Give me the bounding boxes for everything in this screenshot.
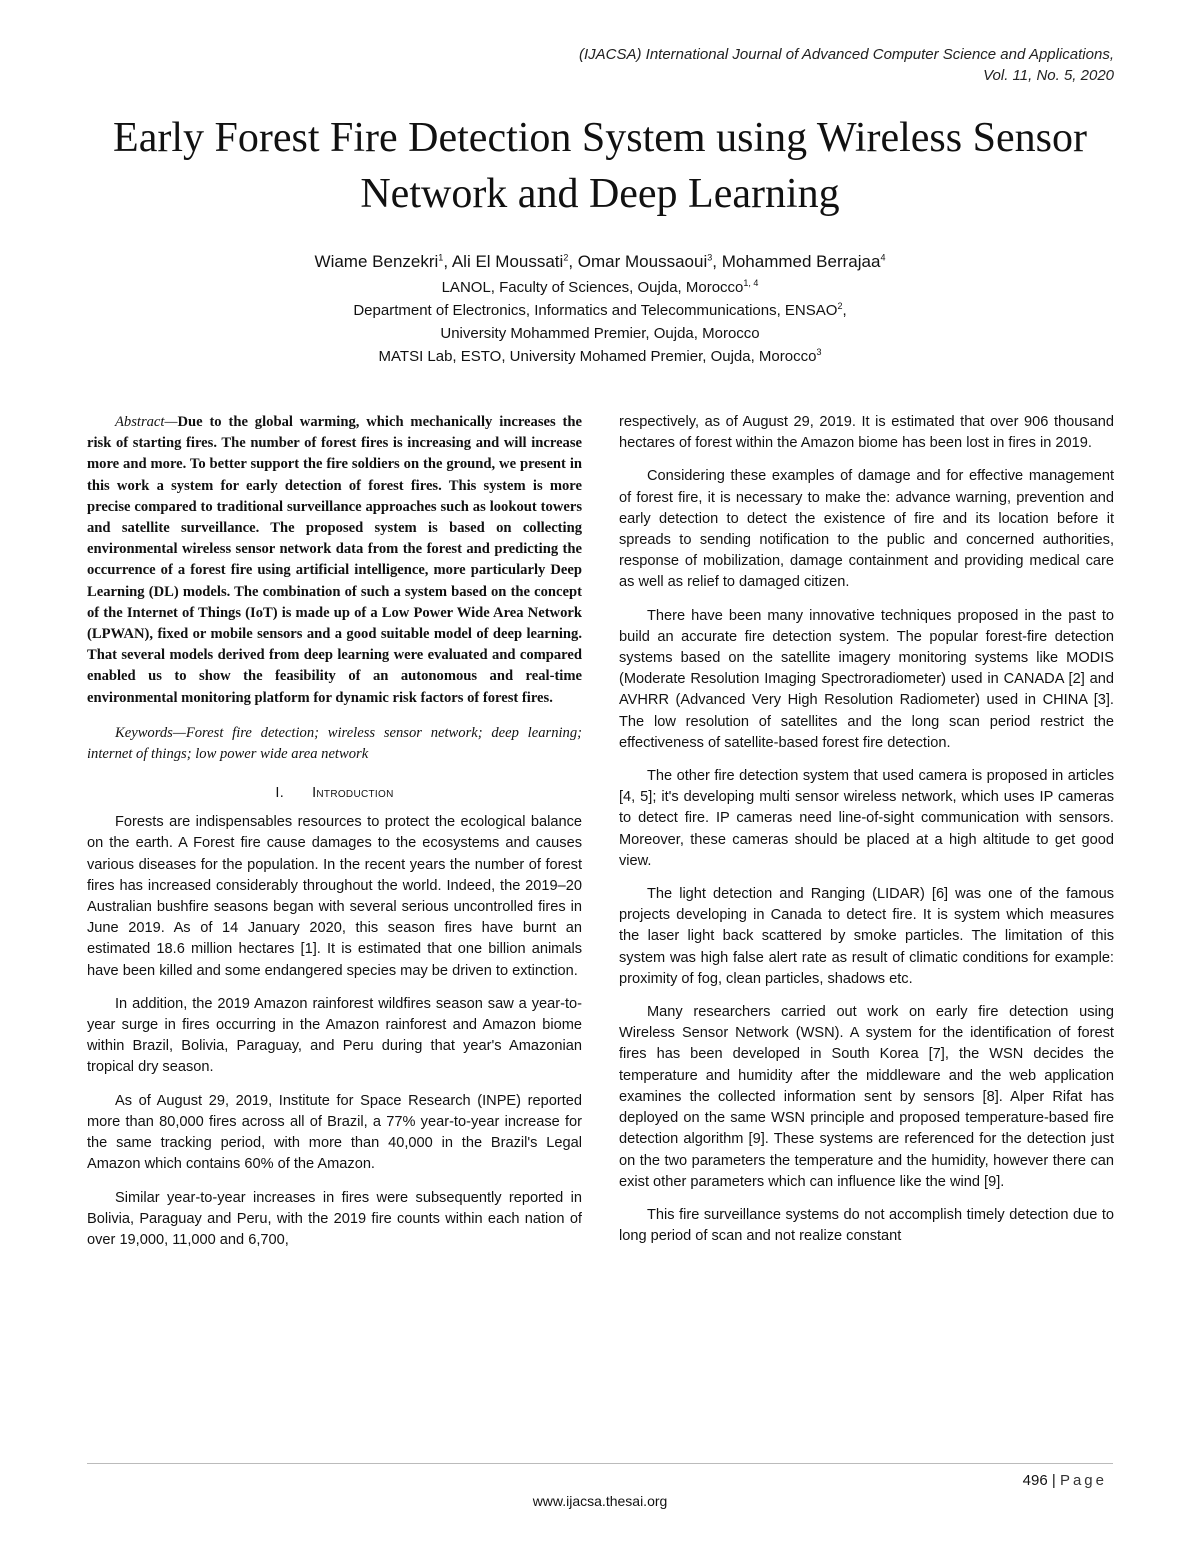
author-superscript: 2 — [563, 252, 569, 263]
body-paragraph: Similar year-to-year increases in fires were subsequently reported in Bolivia, Paraguay and Peru, with the 2019 fire counts within each nation of over 19,000, 11,000 and 6,700, — [87, 1189, 582, 1248]
body-paragraph: There have been many innovative techniques proposed in the past to build an accurate fire detection system. The popular forest-fire detection systems based on the satellite imagery monitoring systems like MODIS (Moderate Resolution Imaging Spectroradiometer) used in CANADA [2] and AVHRR (Advanced Very High Resolution Radiometer) used in CHINA [3]. The low resolution of satellites and the long scan period restrict the effectiveness of satellite-based forest fire detection. — [619, 607, 1114, 751]
affiliation-tail: , — [842, 302, 847, 319]
body-paragraph: Many researchers carried out work on early fire detection using Wireless Sensor Network (WSN). A system for the identification of forest fires has been developed in South Korea [7], the WSN decides the temperature and humidity after the middleware and the web application examines the collected information sent by sensors [8]. Alper Rifat has deployed on the same WSN principle and proposed temperature-based fire detection algorithm [9]. These systems are referenced for the detection just on the two parameters the temperature and the humidity, however there can exist other parameters which can influence like the wind [9]. — [619, 1004, 1114, 1190]
journal-volume: Vol. 11, No. 5, 2020 — [983, 67, 1114, 84]
affiliation-line — [0, 300, 1200, 322]
author-superscript: 3 — [707, 252, 713, 263]
body-paragraph: As of August 29, 2019, Institute for Space Research (INPE) reported more than 80,000 fires across all of Brazil, a 77% year-to-year increase for the same tracking period, with more than 40,000 in the Brazil's Legal Amazon which contains 60% of the Amazon. — [87, 1092, 582, 1173]
body-paragraph: In addition, the 2019 Amazon rainforest wildfires season saw a year-to-year surge in fires occurring in the Amazon rainforest and Amazon biome within Brazil, Bolivia, Paraguay, and Peru during that year's Amazonian tropical dry season. — [87, 995, 582, 1076]
right-column — [619, 412, 1114, 1259]
affiliation-text: MATSI Lab, ESTO, University Mohamed Premier, Oujda, Morocco — [378, 348, 817, 365]
paper-title: Early Forest Fire Detection System using Wireless Sensor Network and Deep Learning — [113, 115, 1087, 217]
abstract-text: Due to the global warming, which mechanically increases the risk of starting fires. The number of forest fires is increasing and will increase more and more. To better support the fire soldiers on the ground, we present in this work a system for early detection of forest fires. This system is more precise compared to traditional surveillance approaches such as lookout towers and satellite surveillance. The proposed system is based on collecting environmental wireless sensor network data from the forest and predicting the occurrence of a forest fire using artificial intelligence, more particularly Deep Learning (DL) models. The combination of such a system based on the concept of the Internet of Things (IoT) is made up of a Low Power Wide Area Network (LPWAN), fixed or mobile sensors and a good suitable model of deep learning. That several models derived from deep learning were evaluated and compared enabled us to show the feasibility of an autonomous and real-time environmental monitoring platform for dynamic risk factors of forest fires. — [87, 414, 582, 706]
affiliation-text: University Mohammed Premier, Oujda, Morocco — [440, 325, 760, 342]
affiliation-line — [0, 346, 1200, 368]
author-name: Ali El Moussati — [451, 252, 564, 271]
page-number-value: 496 — [1022, 1472, 1048, 1489]
footer-divider — [87, 1463, 1113, 1464]
journal-name: (IJACSA) International Journal of Advanced Computer Science and Applications, — [578, 46, 1114, 63]
body-paragraph-continuation: respectively, as of August 29, 2019. It is estimated that over 906 thousand hectares of forest within the Amazon biome has been lost in fires in 2019. — [619, 414, 1114, 452]
body-paragraph: Forests are indispensables resources to protect the ecological balance on the earth. A Forest fire cause damages to the ecosystems and causes various diseases for the population. In the recent years the number of forest fires has increased considerably throughout the world. Indeed, the 2019–20 Australian bushfire seasons began with several serious uncontrolled fires in June 2019. As of 14 January 2020, this season fires have burnt an estimated 18.6 million hectares [1]. It is estimated that one billion animals have been killed and some endangered species may be driven to extinction. — [87, 814, 582, 979]
affiliation-text: LANOL, Faculty of Sciences, Oujda, Morocco — [441, 279, 744, 296]
affiliation-superscript: 2 — [837, 301, 843, 311]
author-superscript: 4 — [880, 252, 886, 263]
section-heading — [87, 783, 582, 804]
page-number — [1023, 1472, 1107, 1489]
affiliation-superscript: 3 — [816, 347, 822, 357]
journal-header — [579, 44, 1114, 86]
left-column — [87, 412, 582, 1263]
author-list: Wiame Benzekri$^1$, Ali El Moussati$^2$, Omar Moussaoui$^3$, Mohammed Berrajaa$^4$ — [314, 252, 886, 271]
section-number: I. — [275, 785, 285, 802]
affiliation-line — [0, 277, 1200, 299]
keywords-label: Keywords— — [115, 724, 186, 741]
page-separator: | — [1051, 1472, 1056, 1489]
abstract — [87, 412, 582, 709]
author-name: Wiame Benzekri — [314, 252, 439, 271]
body-paragraph: The light detection and Ranging (LIDAR) [6] was one of the famous projects developing in Canada to detect fire. It is system which measures the laser light back scattered by smoke particles. The limitation of this system was high false alert rate as result of climatic conditions for example: proximity of fog, clean particles, shadows etc. — [619, 886, 1114, 987]
body-paragraph: The other fire detection system that used camera is proposed in articles [4, 5]; it's developing multi sensor wireless network, which uses IP cameras to detect fire. IP cameras need line-of-sight communication with sensors. Moreover, these cameras should be placed at a high altitude to get good view. — [619, 768, 1114, 869]
section-title: Introduction — [312, 785, 394, 802]
body-paragraph: This fire surveillance systems do not accomplish timely detection due to long period of scan and not realize constant — [619, 1206, 1114, 1245]
affiliation-line — [0, 323, 1200, 345]
abstract-label: Abstract— — [115, 414, 178, 430]
journal-website: www.ijacsa.thesai.org — [532, 1493, 668, 1509]
affiliation-superscript: 1, 4 — [743, 278, 759, 288]
author-superscript: 1 — [438, 252, 444, 263]
author-name: Mohammed Berrajaa — [721, 252, 881, 271]
keywords-text: Forest fire detection; wireless sensor network; deep learning; internet of things; low power wide area network — [87, 724, 582, 763]
affiliation-text: Department of Electronics, Informatics and Telecommunications, ENSAO — [353, 302, 838, 319]
author-name: Omar Moussaoui — [577, 252, 708, 271]
body-paragraph: Considering these examples of damage and for effective management of forest fire, it is necessary to make the: advance warning, prevention and early detection to detect the existence of fire and its location before it spreads to sending notification to the public and concerned authorities, response of mobilization, damage containment and providing medical care as well as relief to damaged citizen. — [619, 468, 1114, 591]
keywords — [87, 723, 582, 765]
page-label: Page — [1059, 1472, 1107, 1489]
